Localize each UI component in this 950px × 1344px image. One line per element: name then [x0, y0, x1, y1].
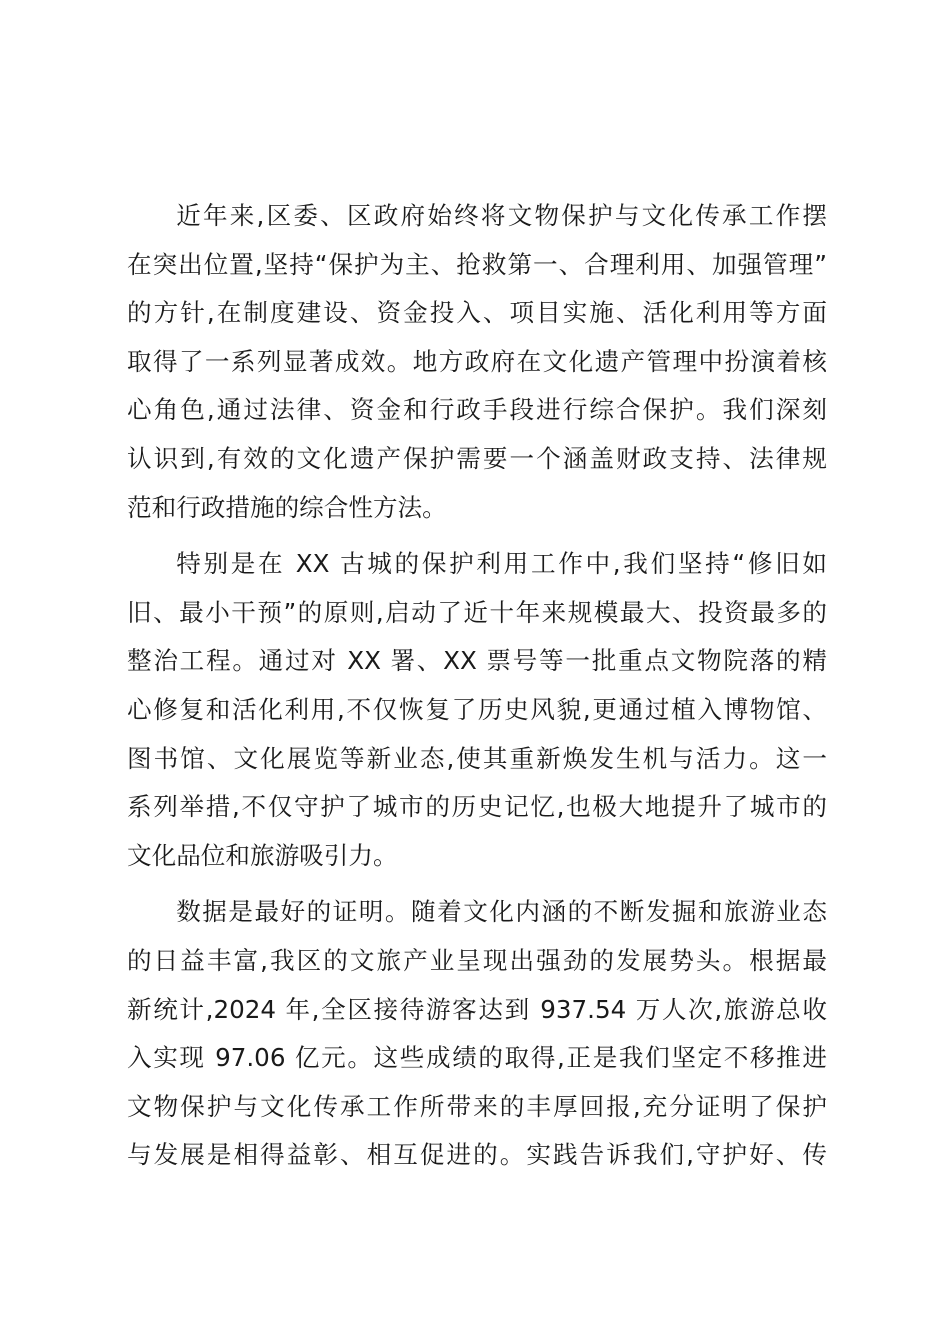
- document-body: [127, 192, 827, 1180]
- paragraph-line: 特别是在 XX 古城的保护利用工作中,我们坚持“修旧如: [176, 549, 827, 579]
- paragraph-line: 心角色,通过法律、资金和行政手段进行综合保护。我们深刻: [127, 395, 827, 425]
- paragraph-3: [127, 888, 827, 1180]
- paragraph-line: 数据是最好的证明。随着文化内涵的不断发掘和旅游业态: [176, 897, 827, 927]
- paragraph-line: 的方针,在制度建设、资金投入、项目实施、活化利用等方面: [127, 298, 827, 328]
- paragraph-line: 入实现 97.06 亿元。这些成绩的取得,正是我们坚定不移推进: [127, 1043, 827, 1073]
- paragraph-2: [127, 540, 827, 880]
- paragraph-line: 范和行政措施的综合性方法。: [127, 492, 447, 522]
- paragraph-line: 近年来,区委、区政府始终将文物保护与文化传承工作摆: [176, 201, 827, 230]
- paragraph-1: [127, 192, 827, 532]
- paragraph-line: 的日益丰富,我区的文旅产业呈现出强劲的发展势头。根据最: [127, 945, 827, 975]
- paragraph-line: 取得了一系列显著成效。地方政府在文化遗产管理中扮演着核: [127, 346, 827, 376]
- paragraph-line: 认识到,有效的文化遗产保护需要一个涵盖财政支持、法律规: [127, 443, 827, 473]
- paragraph-line: 新统计,2024 年,全区接待游客达到 937.54 万人次,旅游总收: [127, 994, 827, 1024]
- paragraph-line: 整治工程。通过对 XX 署、XX 票号等一批重点文物院落的精: [127, 646, 827, 676]
- paragraph-line: 心修复和活化利用,不仅恢复了历史风貌,更通过植入博物馆、: [127, 694, 827, 724]
- paragraph-line: 系列举措,不仅守护了城市的历史记忆,也极大地提升了城市的: [127, 792, 827, 822]
- paragraph-line: 旧、最小干预”的原则,启动了近十年来规模最大、投资最多的: [127, 597, 827, 627]
- paragraph-line: 文物保护与文化传承工作所带来的丰厚回报,充分证明了保护: [127, 1091, 827, 1121]
- paragraph-line: 与发展是相得益彰、相互促进的。实践告诉我们,守护好、传: [127, 1140, 827, 1170]
- paragraph-line: 在突出位置,坚持“保护为主、抢救第一、合理利用、加强管理”: [127, 249, 827, 279]
- paragraph-line: 图书馆、文化展览等新业态,使其重新焕发生机与活力。这一: [127, 743, 827, 773]
- paragraph-line: 文化品位和旅游吸引力。: [127, 840, 398, 870]
